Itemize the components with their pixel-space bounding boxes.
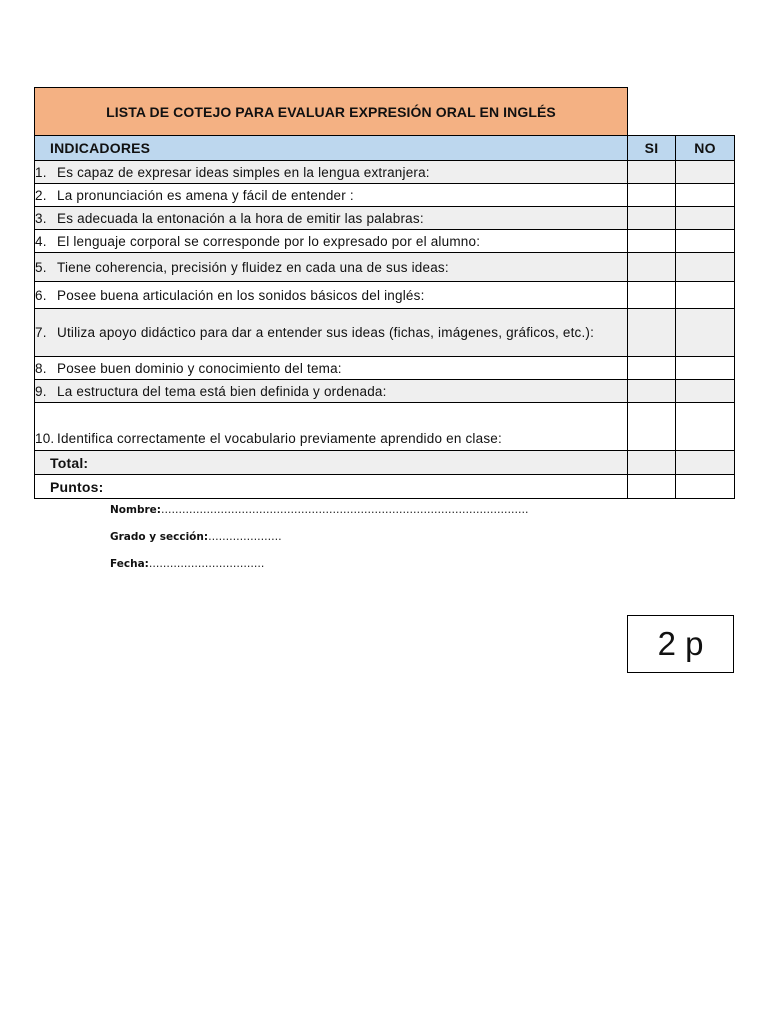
table-row	[35, 309, 735, 357]
points-label: Puntos:	[35, 475, 628, 499]
grade-label: Grado y sección:	[110, 531, 209, 543]
table-row	[35, 282, 735, 309]
total-yes-cell[interactable]	[628, 451, 676, 475]
item-number: 4.	[35, 233, 47, 249]
date-dots: ……………………………	[148, 558, 265, 570]
item-number: 8.	[35, 360, 47, 376]
checklist-table	[34, 135, 735, 499]
date-label: Fecha:	[110, 558, 149, 570]
item-text: La pronunciación es amena y fácil de entender :	[57, 187, 354, 203]
yes-cell[interactable]	[628, 403, 676, 451]
no-cell[interactable]	[676, 161, 735, 184]
table-row	[35, 230, 735, 253]
name-dots: ……………………………………………………………………………………………	[160, 504, 529, 516]
indicator-cell	[35, 380, 628, 403]
yes-cell[interactable]	[628, 230, 676, 253]
item-text: Es adecuada la entonación a la hora de emitir las palabras:	[57, 210, 424, 226]
indicator-cell	[35, 282, 628, 309]
points-row	[35, 475, 735, 499]
no-cell[interactable]	[676, 309, 735, 357]
yes-cell[interactable]	[628, 380, 676, 403]
no-cell[interactable]	[676, 357, 735, 380]
indicator-cell	[35, 184, 628, 207]
indicator-cell	[35, 403, 628, 451]
item-number: 10.	[35, 431, 55, 446]
yes-cell[interactable]	[628, 282, 676, 309]
item-number: 9.	[35, 383, 47, 399]
table-row	[35, 380, 735, 403]
table-row	[35, 357, 735, 380]
total-row	[35, 451, 735, 475]
item-text: Utiliza apoyo didáctico para dar a entender sus ideas (fichas, imágenes, gráficos, etc.):	[57, 325, 595, 340]
yes-header: SI	[628, 136, 676, 161]
indicator-cell	[35, 309, 628, 357]
yes-cell[interactable]	[628, 253, 676, 282]
score-box: 2 p	[627, 615, 734, 673]
table-row	[35, 161, 735, 184]
date-line	[110, 558, 264, 570]
table-row	[35, 403, 735, 451]
no-header: NO	[676, 136, 735, 161]
indicators-header: INDICADORES	[35, 136, 628, 161]
points-yes-cell[interactable]	[628, 475, 676, 499]
no-cell[interactable]	[676, 230, 735, 253]
header-row	[35, 136, 735, 161]
no-cell[interactable]	[676, 380, 735, 403]
yes-cell[interactable]	[628, 184, 676, 207]
checklist-title: LISTA DE COTEJO PARA EVALUAR EXPRESIÓN ORAL EN INGLÉS	[34, 87, 628, 135]
name-label: Nombre:	[110, 504, 161, 516]
item-text: Es capaz de expresar ideas simples en la lengua extranjera:	[57, 164, 430, 180]
total-no-cell[interactable]	[676, 451, 735, 475]
yes-cell[interactable]	[628, 309, 676, 357]
item-text: Posee buena articulación en los sonidos básicos del inglés:	[57, 287, 425, 303]
indicator-cell	[35, 230, 628, 253]
indicator-cell	[35, 357, 628, 380]
grade-dots: …………………	[208, 531, 282, 543]
name-line	[110, 504, 528, 516]
item-number: 7.	[35, 325, 47, 340]
item-text: Tiene coherencia, precisión y fluidez en cada una de sus ideas:	[57, 259, 449, 275]
item-number: 5.	[35, 259, 47, 275]
no-cell[interactable]	[676, 403, 735, 451]
no-cell[interactable]	[676, 184, 735, 207]
yes-cell[interactable]	[628, 161, 676, 184]
table-row	[35, 207, 735, 230]
grade-line	[110, 531, 282, 543]
item-text: Posee buen dominio y conocimiento del tema:	[57, 360, 342, 376]
indicator-cell	[35, 253, 628, 282]
item-text: La estructura del tema está bien definida y ordenada:	[57, 383, 387, 399]
item-text: El lenguaje corporal se corresponde por lo expresado por el alumno:	[57, 233, 481, 249]
table-row	[35, 253, 735, 282]
no-cell[interactable]	[676, 207, 735, 230]
points-no-cell[interactable]	[676, 475, 735, 499]
table-row	[35, 184, 735, 207]
total-label: Total:	[35, 451, 628, 475]
item-number: 3.	[35, 210, 47, 226]
item-number: 6.	[35, 287, 47, 303]
no-cell[interactable]	[676, 282, 735, 309]
item-number: 1.	[35, 164, 47, 180]
yes-cell[interactable]	[628, 207, 676, 230]
item-text: Identifica correctamente el vocabulario previamente aprendido en clase:	[57, 431, 502, 446]
yes-cell[interactable]	[628, 357, 676, 380]
indicator-cell	[35, 161, 628, 184]
no-cell[interactable]	[676, 253, 735, 282]
indicator-cell	[35, 207, 628, 230]
item-number: 2.	[35, 187, 47, 203]
